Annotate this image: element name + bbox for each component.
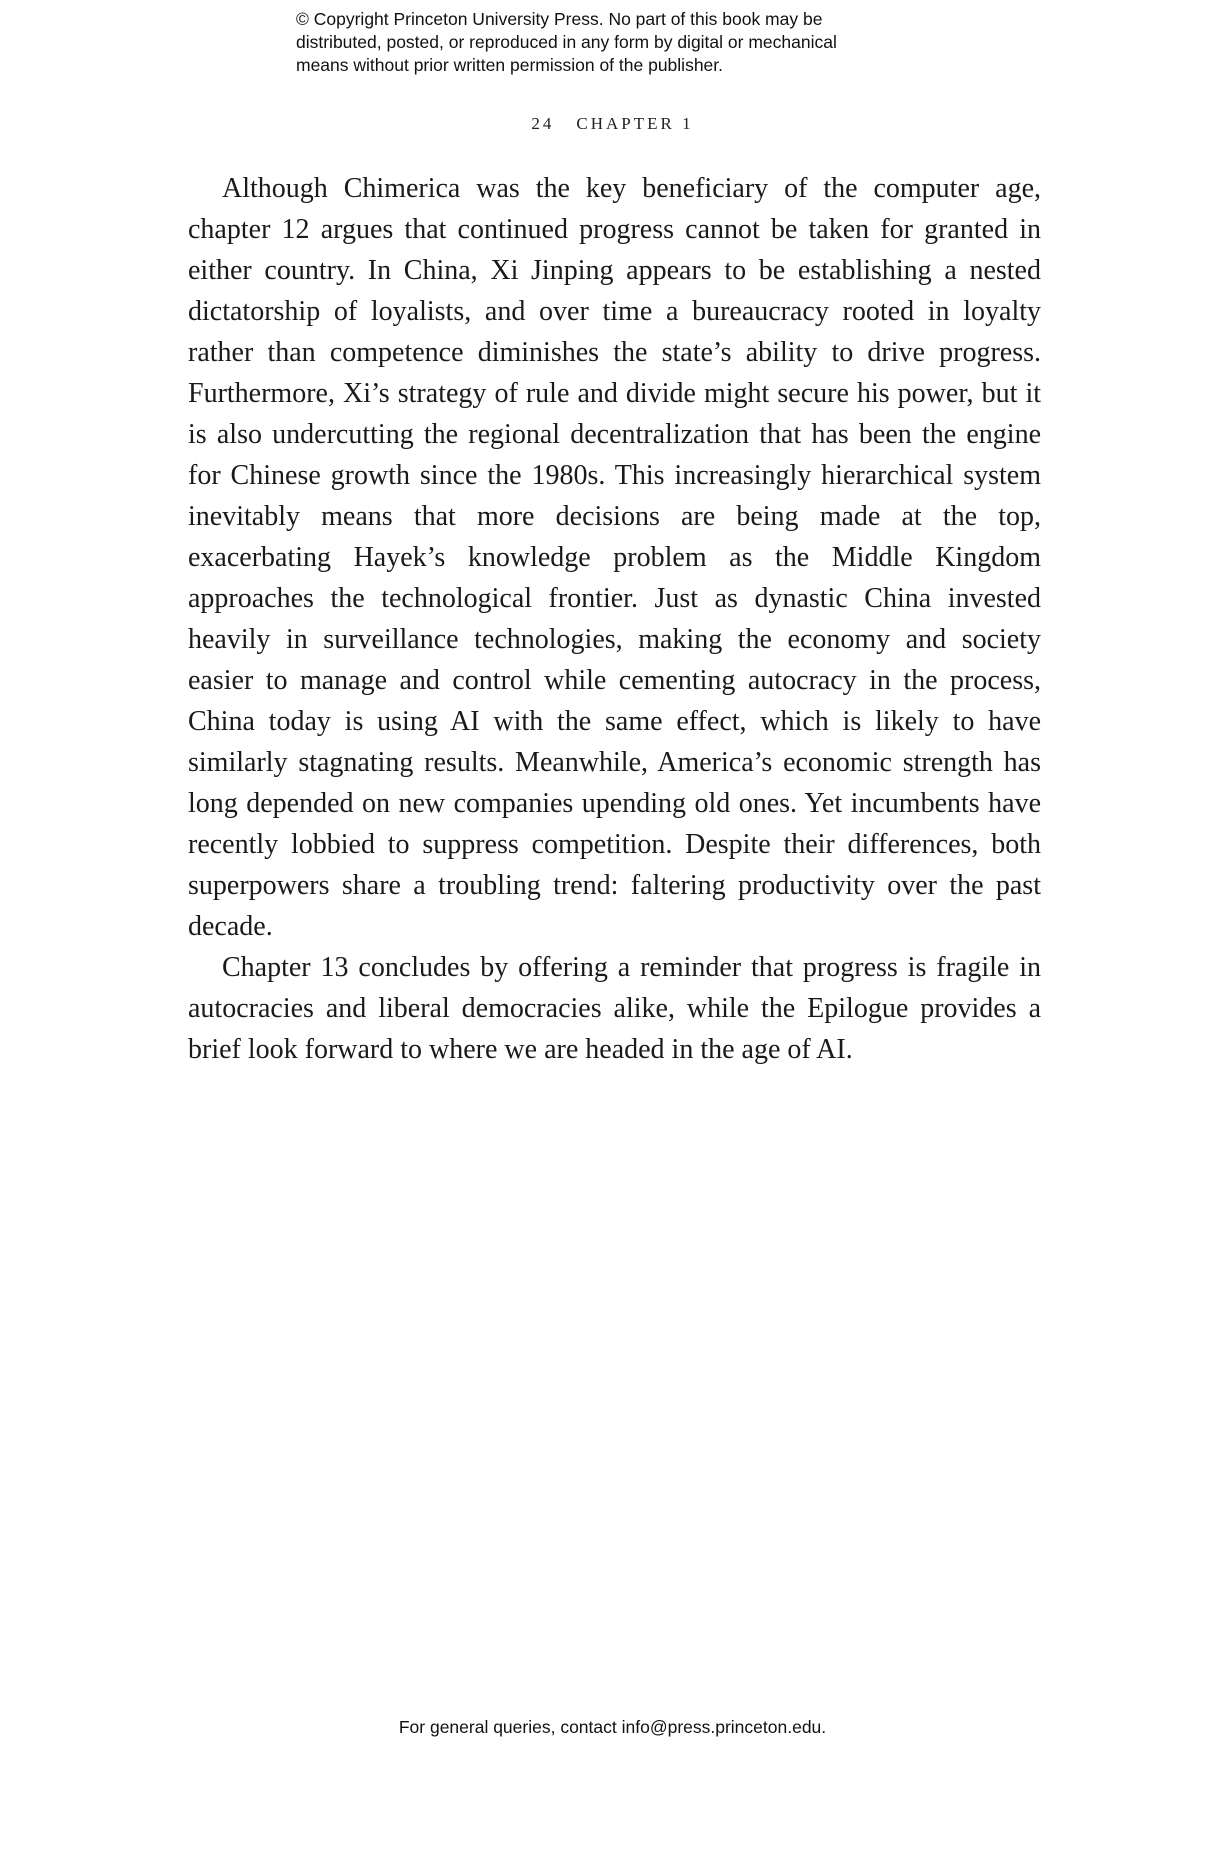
page-number: 24 [531, 114, 555, 133]
body-text [188, 168, 1041, 1070]
copyright-line: © Copyright Princeton University Press. No part of this book may be [296, 9, 823, 29]
copyright-line: means without prior written permission of the publisher. [296, 55, 724, 75]
paragraph: Chapter 13 concludes by offering a reminder that progress is fragile in autocracies and liberal democracies alike, while the Epilogue provides a brief look forward to where we are headed in the age of AI. [188, 952, 1041, 1065]
running-head [0, 114, 1225, 134]
footer-contact: For general queries, contact info@press.princeton.edu. [398, 1717, 827, 1737]
copyright-line: distributed, posted, or reproduced in any form by digital or mechanical [296, 32, 837, 52]
paragraph: Although Chimerica was the key beneficiary of the computer age, chapter 12 argues that continued progress cannot be taken for granted in either country. In China, Xi Jinping appears to be establishing a nested dictatorship of loyalists, and over time a bureaucracy rooted in loyalty rather than competence diminishes the state’s ability to drive progress. Furthermore, Xi’s strategy of rule and divide might secure his power, but it is also undercutting the regional decentralization that has been the engine for Chinese growth since the 1980s. This increasingly hierarchical system inevitably means that more decisions are being made at the top, exacerbating Hayek’s knowledge problem as the Middle Kingdom approaches the technological frontier. Just as dynastic China invested heavily in surveillance technologies, making the economy and society easier to manage and control while cementing autocracy in the process, China today is using AI with the same effect, which is likely to have similarly stagnating results. Meanwhile, America’s economic strength has long depended on new companies upending old ones. Yet incumbents have recently lobbied to suppress competition. Despite their differences, both superpowers share a troubling trend: faltering productivity over the past decade. [188, 173, 1041, 942]
chapter-label: CHAPTER 1 [576, 114, 694, 133]
copyright-notice [296, 8, 936, 77]
